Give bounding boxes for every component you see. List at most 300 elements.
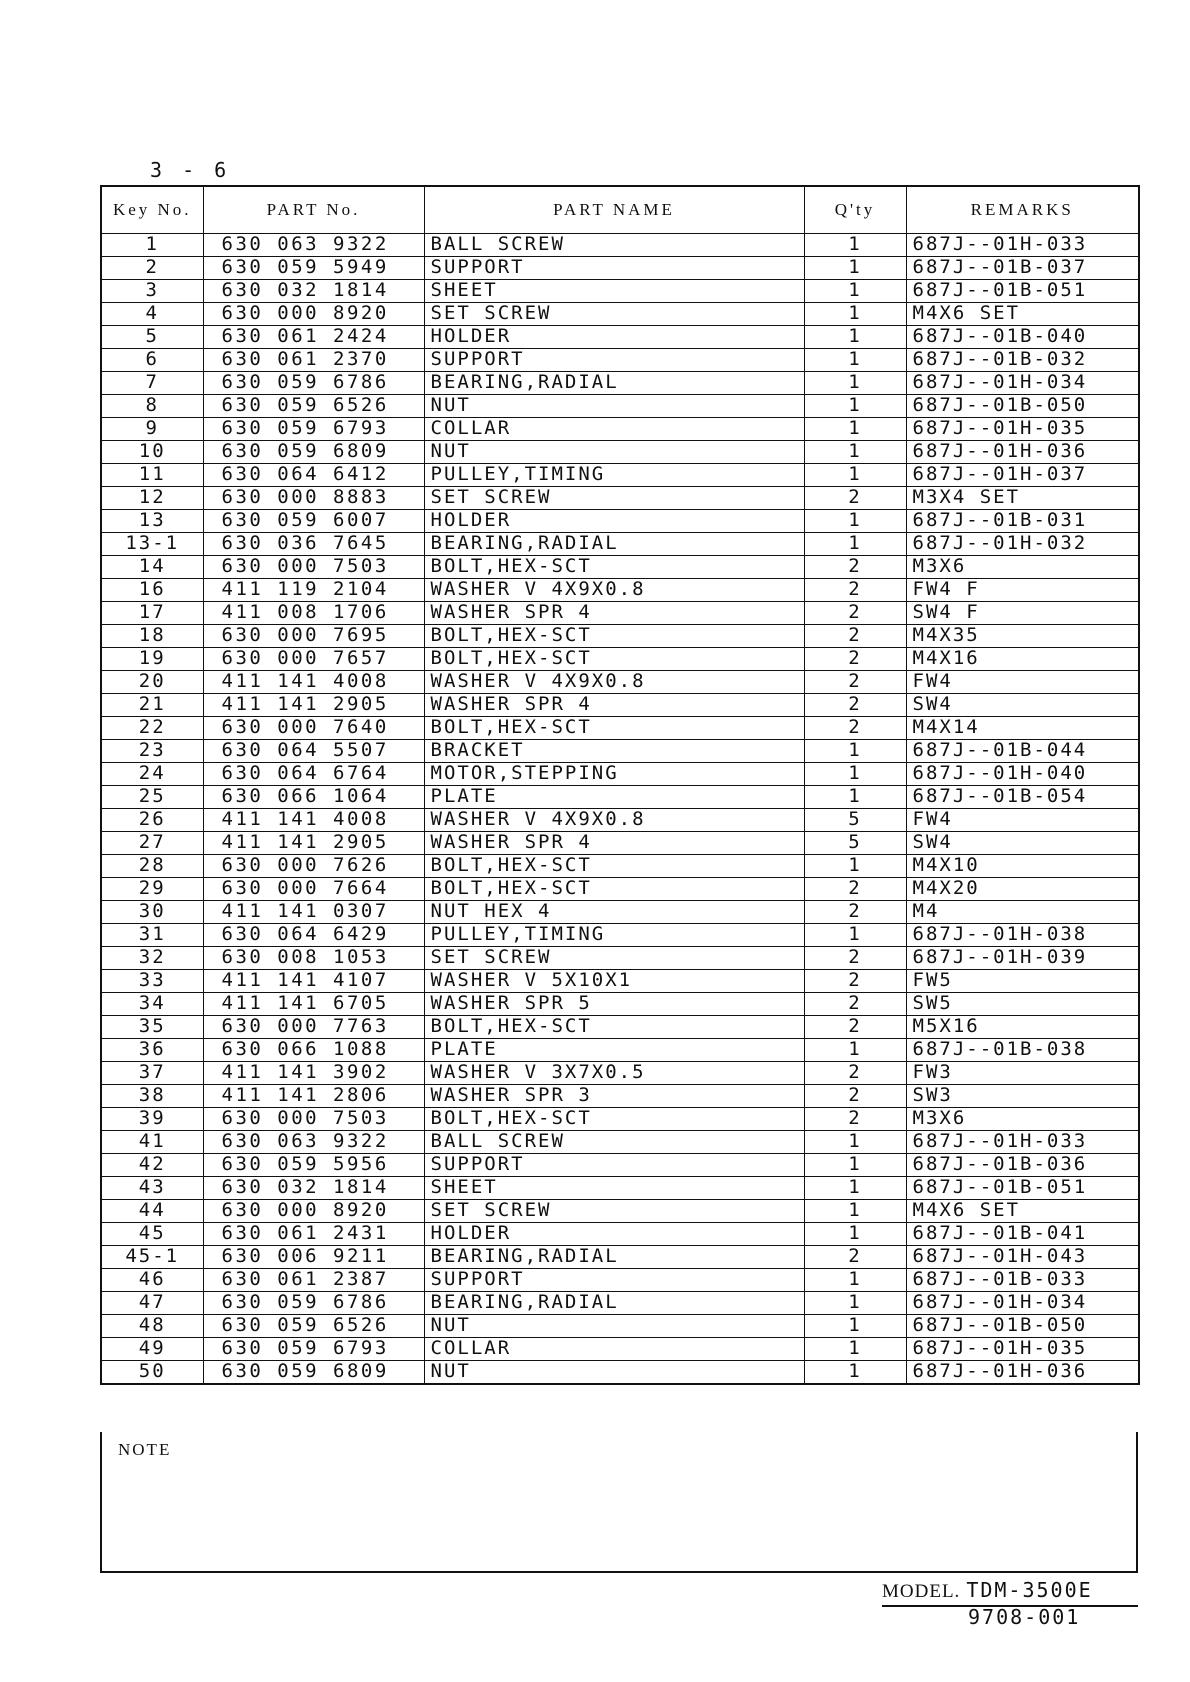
remarks-cell: FW4 F <box>906 579 1139 602</box>
key-no-cell: 27 <box>101 832 203 855</box>
qty-cell: 1 <box>804 303 906 326</box>
remarks-cell: SW4 <box>906 694 1139 717</box>
qty-cell: 1 <box>804 1131 906 1154</box>
key-no-cell: 45 <box>101 1223 203 1246</box>
remarks-cell: 687J--01B-037 <box>906 257 1139 280</box>
table-row <box>101 855 1139 878</box>
part-name-cell: SUPPORT <box>424 349 804 372</box>
part-name-cell: BALL SCREW <box>424 1131 804 1154</box>
part-no-cell: 411 141 2905 <box>203 832 424 855</box>
table-row <box>101 832 1139 855</box>
remarks-cell: 687J--01B-032 <box>906 349 1139 372</box>
remarks-cell: 687J--01H-032 <box>906 533 1139 556</box>
key-no-cell: 7 <box>101 372 203 395</box>
key-no-cell: 31 <box>101 924 203 947</box>
remarks-cell: 687J--01B-050 <box>906 1315 1139 1338</box>
remarks-cell: 687J--01B-033 <box>906 1269 1139 1292</box>
key-no-cell: 4 <box>101 303 203 326</box>
remarks-cell: 687J--01H-038 <box>906 924 1139 947</box>
part-no-cell: 630 059 6809 <box>203 441 424 464</box>
part-name-cell: WASHER V 4X9X0.8 <box>424 809 804 832</box>
key-no-cell: 9 <box>101 418 203 441</box>
part-no-cell: 411 141 4008 <box>203 809 424 832</box>
key-no-cell: 6 <box>101 349 203 372</box>
table-row <box>101 257 1139 280</box>
table-row <box>101 1085 1139 1108</box>
table-row <box>101 947 1139 970</box>
qty-cell: 1 <box>804 740 906 763</box>
part-name-cell: NUT <box>424 1361 804 1385</box>
key-no-cell: 18 <box>101 625 203 648</box>
remarks-cell: 687J--01B-036 <box>906 1154 1139 1177</box>
part-no-cell: 630 032 1814 <box>203 1177 424 1200</box>
table-row <box>101 740 1139 763</box>
key-no-cell: 44 <box>101 1200 203 1223</box>
remarks-cell: M4X6 SET <box>906 1200 1139 1223</box>
part-no-cell: 630 061 2387 <box>203 1269 424 1292</box>
part-no-cell: 630 000 7503 <box>203 1108 424 1131</box>
header-part-name: PART NAME <box>424 186 804 234</box>
key-no-cell: 26 <box>101 809 203 832</box>
remarks-cell: 687J--01H-036 <box>906 441 1139 464</box>
part-name-cell: SET SCREW <box>424 303 804 326</box>
qty-cell: 2 <box>804 671 906 694</box>
part-name-cell: SUPPORT <box>424 257 804 280</box>
part-no-cell: 630 061 2424 <box>203 326 424 349</box>
table-row <box>101 487 1139 510</box>
part-name-cell: BEARING,RADIAL <box>424 1246 804 1269</box>
part-no-cell: 630 059 6786 <box>203 372 424 395</box>
part-name-cell: COLLAR <box>424 418 804 441</box>
part-no-cell: 411 141 0307 <box>203 901 424 924</box>
qty-cell: 5 <box>804 809 906 832</box>
part-name-cell: BEARING,RADIAL <box>424 372 804 395</box>
qty-cell: 1 <box>804 1361 906 1385</box>
part-no-cell: 411 141 2806 <box>203 1085 424 1108</box>
part-no-cell: 630 066 1088 <box>203 1039 424 1062</box>
part-name-cell: WASHER V 5X10X1 <box>424 970 804 993</box>
qty-cell: 1 <box>804 533 906 556</box>
key-no-cell: 19 <box>101 648 203 671</box>
key-no-cell: 2 <box>101 257 203 280</box>
part-name-cell: PLATE <box>424 1039 804 1062</box>
table-row <box>101 579 1139 602</box>
key-no-cell: 10 <box>101 441 203 464</box>
key-no-cell: 14 <box>101 556 203 579</box>
table-row <box>101 1292 1139 1315</box>
remarks-cell: 687J--01H-034 <box>906 1292 1139 1315</box>
table-row <box>101 464 1139 487</box>
header-remarks: REMARKS <box>906 186 1139 234</box>
part-no-cell: 630 059 6809 <box>203 1361 424 1385</box>
table-row <box>101 510 1139 533</box>
table-row <box>101 234 1139 257</box>
qty-cell: 2 <box>804 717 906 740</box>
qty-cell: 1 <box>804 1292 906 1315</box>
table-row <box>101 1246 1139 1269</box>
part-name-cell: BOLT,HEX-SCT <box>424 1016 804 1039</box>
remarks-cell: 687J--01H-043 <box>906 1246 1139 1269</box>
remarks-cell: SW4 <box>906 832 1139 855</box>
part-no-cell: 630 000 8920 <box>203 1200 424 1223</box>
table-row <box>101 901 1139 924</box>
part-name-cell: SUPPORT <box>424 1154 804 1177</box>
key-no-cell: 32 <box>101 947 203 970</box>
qty-cell: 1 <box>804 1338 906 1361</box>
part-name-cell: SET SCREW <box>424 1200 804 1223</box>
part-name-cell: HOLDER <box>424 510 804 533</box>
part-no-cell: 411 141 4107 <box>203 970 424 993</box>
qty-cell: 2 <box>804 648 906 671</box>
qty-cell: 2 <box>804 901 906 924</box>
table-row <box>101 809 1139 832</box>
qty-cell: 1 <box>804 326 906 349</box>
revision-code: 9708-001 <box>968 1605 1081 1629</box>
key-no-cell: 45-1 <box>101 1246 203 1269</box>
page-number: 3 - 6 <box>150 158 231 182</box>
part-name-cell: BOLT,HEX-SCT <box>424 625 804 648</box>
part-no-cell: 630 059 6793 <box>203 418 424 441</box>
part-name-cell: NUT HEX 4 <box>424 901 804 924</box>
header-qty: Q'ty <box>804 186 906 234</box>
key-no-cell: 39 <box>101 1108 203 1131</box>
qty-cell: 1 <box>804 234 906 257</box>
table-row <box>101 1062 1139 1085</box>
part-name-cell: NUT <box>424 395 804 418</box>
part-name-cell: BOLT,HEX-SCT <box>424 1108 804 1131</box>
part-name-cell: BOLT,HEX-SCT <box>424 717 804 740</box>
table-row <box>101 326 1139 349</box>
remarks-cell: M4X35 <box>906 625 1139 648</box>
remarks-cell: 687J--01B-054 <box>906 786 1139 809</box>
remarks-cell: 687J--01H-037 <box>906 464 1139 487</box>
model-line <box>882 1578 1138 1607</box>
part-no-cell: 630 008 1053 <box>203 947 424 970</box>
remarks-cell: FW3 <box>906 1062 1139 1085</box>
remarks-cell: 687J--01B-044 <box>906 740 1139 763</box>
part-no-cell: 411 141 6705 <box>203 993 424 1016</box>
key-no-cell: 17 <box>101 602 203 625</box>
key-no-cell: 21 <box>101 694 203 717</box>
key-no-cell: 38 <box>101 1085 203 1108</box>
key-no-cell: 22 <box>101 717 203 740</box>
key-no-cell: 13 <box>101 510 203 533</box>
table-row <box>101 1177 1139 1200</box>
remarks-cell: 687J--01B-050 <box>906 395 1139 418</box>
remarks-cell: 687J--01B-051 <box>906 280 1139 303</box>
qty-cell: 1 <box>804 464 906 487</box>
part-name-cell: SHEET <box>424 280 804 303</box>
part-no-cell: 630 006 9211 <box>203 1246 424 1269</box>
key-no-cell: 37 <box>101 1062 203 1085</box>
table-row <box>101 418 1139 441</box>
part-name-cell: WASHER V 4X9X0.8 <box>424 671 804 694</box>
part-name-cell: MOTOR,STEPPING <box>424 763 804 786</box>
remarks-cell: M4X20 <box>906 878 1139 901</box>
qty-cell: 1 <box>804 1039 906 1062</box>
part-no-cell: 630 000 7626 <box>203 855 424 878</box>
remarks-cell: M4 <box>906 901 1139 924</box>
table-row <box>101 372 1139 395</box>
table-row <box>101 1016 1139 1039</box>
table-row <box>101 763 1139 786</box>
key-no-cell: 29 <box>101 878 203 901</box>
qty-cell: 2 <box>804 694 906 717</box>
part-no-cell: 630 059 6526 <box>203 395 424 418</box>
part-no-cell: 630 000 7664 <box>203 878 424 901</box>
part-name-cell: SHEET <box>424 1177 804 1200</box>
part-name-cell: COLLAR <box>424 1338 804 1361</box>
remarks-cell: 687J--01H-036 <box>906 1361 1139 1385</box>
qty-cell: 2 <box>804 1062 906 1085</box>
key-no-cell: 34 <box>101 993 203 1016</box>
remarks-cell: 687J--01B-031 <box>906 510 1139 533</box>
part-name-cell: PULLEY,TIMING <box>424 464 804 487</box>
table-row <box>101 1154 1139 1177</box>
qty-cell: 2 <box>804 878 906 901</box>
key-no-cell: 43 <box>101 1177 203 1200</box>
table-row <box>101 1269 1139 1292</box>
qty-cell: 2 <box>804 487 906 510</box>
table-row <box>101 970 1139 993</box>
part-no-cell: 630 059 5949 <box>203 257 424 280</box>
qty-cell: 2 <box>804 625 906 648</box>
part-name-cell: HOLDER <box>424 1223 804 1246</box>
part-name-cell: PULLEY,TIMING <box>424 924 804 947</box>
qty-cell: 2 <box>804 1085 906 1108</box>
qty-cell: 1 <box>804 510 906 533</box>
qty-cell: 1 <box>804 1269 906 1292</box>
part-no-cell: 411 141 3902 <box>203 1062 424 1085</box>
part-no-cell: 630 063 9322 <box>203 1131 424 1154</box>
part-no-cell: 630 064 6764 <box>203 763 424 786</box>
key-no-cell: 1 <box>101 234 203 257</box>
remarks-cell: 687J--01H-035 <box>906 418 1139 441</box>
model-label: MODEL. <box>882 1581 961 1602</box>
key-no-cell: 28 <box>101 855 203 878</box>
part-no-cell: 630 000 8883 <box>203 487 424 510</box>
table-row <box>101 1200 1139 1223</box>
qty-cell: 1 <box>804 280 906 303</box>
key-no-cell: 25 <box>101 786 203 809</box>
table-row <box>101 602 1139 625</box>
remarks-cell: 687J--01H-033 <box>906 234 1139 257</box>
table-row <box>101 625 1139 648</box>
remarks-cell: 687J--01H-034 <box>906 372 1139 395</box>
table-row <box>101 694 1139 717</box>
qty-cell: 1 <box>804 1177 906 1200</box>
key-no-cell: 23 <box>101 740 203 763</box>
qty-cell: 2 <box>804 602 906 625</box>
key-no-cell: 20 <box>101 671 203 694</box>
part-name-cell: SUPPORT <box>424 1269 804 1292</box>
key-no-cell: 5 <box>101 326 203 349</box>
qty-cell: 1 <box>804 395 906 418</box>
table-row <box>101 441 1139 464</box>
part-no-cell: 630 000 7503 <box>203 556 424 579</box>
key-no-cell: 33 <box>101 970 203 993</box>
table-row <box>101 924 1139 947</box>
table-row <box>101 993 1139 1016</box>
table-row <box>101 786 1139 809</box>
remarks-cell: M4X10 <box>906 855 1139 878</box>
part-name-cell: BOLT,HEX-SCT <box>424 878 804 901</box>
remarks-cell: M4X6 SET <box>906 303 1139 326</box>
qty-cell: 2 <box>804 947 906 970</box>
part-no-cell: 630 063 9322 <box>203 234 424 257</box>
qty-cell: 1 <box>804 372 906 395</box>
table-row <box>101 878 1139 901</box>
key-no-cell: 48 <box>101 1315 203 1338</box>
remarks-cell: 687J--01B-051 <box>906 1177 1139 1200</box>
remarks-cell: M4X14 <box>906 717 1139 740</box>
table-row <box>101 349 1139 372</box>
part-name-cell: SET SCREW <box>424 487 804 510</box>
table-row <box>101 1315 1139 1338</box>
part-name-cell: WASHER SPR 4 <box>424 694 804 717</box>
part-no-cell: 411 141 4008 <box>203 671 424 694</box>
key-no-cell: 8 <box>101 395 203 418</box>
remarks-cell: M4X16 <box>906 648 1139 671</box>
qty-cell: 1 <box>804 257 906 280</box>
key-no-cell: 42 <box>101 1154 203 1177</box>
part-no-cell: 630 000 7640 <box>203 717 424 740</box>
table-row <box>101 280 1139 303</box>
remarks-cell: M3X6 <box>906 556 1139 579</box>
remarks-cell: SW3 <box>906 1085 1139 1108</box>
part-name-cell: BEARING,RADIAL <box>424 1292 804 1315</box>
part-name-cell: BOLT,HEX-SCT <box>424 855 804 878</box>
table-row <box>101 533 1139 556</box>
key-no-cell: 12 <box>101 487 203 510</box>
qty-cell: 2 <box>804 579 906 602</box>
part-no-cell: 630 000 8920 <box>203 303 424 326</box>
key-no-cell: 36 <box>101 1039 203 1062</box>
qty-cell: 2 <box>804 993 906 1016</box>
part-no-cell: 630 036 7645 <box>203 533 424 556</box>
part-no-cell: 630 064 5507 <box>203 740 424 763</box>
table-row <box>101 556 1139 579</box>
remarks-cell: 687J--01B-038 <box>906 1039 1139 1062</box>
table-row <box>101 1223 1139 1246</box>
part-name-cell: BEARING,RADIAL <box>424 533 804 556</box>
table-row <box>101 671 1139 694</box>
qty-cell: 1 <box>804 786 906 809</box>
key-no-cell: 30 <box>101 901 203 924</box>
header-key-no: Key No. <box>101 186 203 234</box>
qty-cell: 1 <box>804 1154 906 1177</box>
part-no-cell: 630 061 2431 <box>203 1223 424 1246</box>
remarks-cell: M5X16 <box>906 1016 1139 1039</box>
note-label: NOTE <box>118 1440 172 1459</box>
part-name-cell: BRACKET <box>424 740 804 763</box>
model-value: TDM-3500E <box>966 1578 1093 1602</box>
part-name-cell: BOLT,HEX-SCT <box>424 648 804 671</box>
part-no-cell: 411 008 1706 <box>203 602 424 625</box>
part-name-cell: SET SCREW <box>424 947 804 970</box>
table-row <box>101 1108 1139 1131</box>
part-name-cell: WASHER SPR 5 <box>424 993 804 1016</box>
part-name-cell: NUT <box>424 1315 804 1338</box>
part-name-cell: BALL SCREW <box>424 234 804 257</box>
key-no-cell: 47 <box>101 1292 203 1315</box>
table-row <box>101 1131 1139 1154</box>
table-row <box>101 395 1139 418</box>
remarks-cell: FW4 <box>906 671 1139 694</box>
part-name-cell: HOLDER <box>424 326 804 349</box>
parts-table <box>100 185 1140 1385</box>
remarks-cell: FW4 <box>906 809 1139 832</box>
remarks-cell: FW5 <box>906 970 1139 993</box>
remarks-cell: 687J--01H-035 <box>906 1338 1139 1361</box>
qty-cell: 1 <box>804 349 906 372</box>
table-row <box>101 303 1139 326</box>
qty-cell: 2 <box>804 970 906 993</box>
remarks-cell: 687J--01B-040 <box>906 326 1139 349</box>
remarks-cell: SW4 F <box>906 602 1139 625</box>
table-row <box>101 1039 1139 1062</box>
qty-cell: 1 <box>804 763 906 786</box>
part-name-cell: WASHER SPR 4 <box>424 602 804 625</box>
qty-cell: 1 <box>804 1315 906 1338</box>
key-no-cell: 46 <box>101 1269 203 1292</box>
qty-cell: 5 <box>804 832 906 855</box>
part-no-cell: 630 064 6412 <box>203 464 424 487</box>
qty-cell: 1 <box>804 855 906 878</box>
qty-cell: 1 <box>804 441 906 464</box>
part-no-cell: 630 059 6526 <box>203 1315 424 1338</box>
qty-cell: 2 <box>804 1016 906 1039</box>
part-no-cell: 630 066 1064 <box>203 786 424 809</box>
part-no-cell: 411 119 2104 <box>203 579 424 602</box>
key-no-cell: 50 <box>101 1361 203 1385</box>
remarks-cell: M3X6 <box>906 1108 1139 1131</box>
part-name-cell: PLATE <box>424 786 804 809</box>
part-no-cell: 630 061 2370 <box>203 349 424 372</box>
table-row <box>101 1338 1139 1361</box>
key-no-cell: 41 <box>101 1131 203 1154</box>
qty-cell: 1 <box>804 924 906 947</box>
part-no-cell: 630 059 5956 <box>203 1154 424 1177</box>
key-no-cell: 11 <box>101 464 203 487</box>
remarks-cell: SW5 <box>906 993 1139 1016</box>
part-name-cell: WASHER V 3X7X0.5 <box>424 1062 804 1085</box>
qty-cell: 2 <box>804 1246 906 1269</box>
part-name-cell: NUT <box>424 441 804 464</box>
remarks-cell: 687J--01B-041 <box>906 1223 1139 1246</box>
qty-cell: 2 <box>804 556 906 579</box>
key-no-cell: 13-1 <box>101 533 203 556</box>
part-no-cell: 630 059 6786 <box>203 1292 424 1315</box>
part-no-cell: 630 000 7657 <box>203 648 424 671</box>
part-name-cell: WASHER SPR 3 <box>424 1085 804 1108</box>
remarks-cell: 687J--01H-033 <box>906 1131 1139 1154</box>
table-header-row <box>101 186 1139 234</box>
qty-cell: 1 <box>804 1223 906 1246</box>
part-no-cell: 630 059 6793 <box>203 1338 424 1361</box>
part-no-cell: 630 059 6007 <box>203 510 424 533</box>
key-no-cell: 49 <box>101 1338 203 1361</box>
part-no-cell: 630 064 6429 <box>203 924 424 947</box>
remarks-cell: 687J--01H-039 <box>906 947 1139 970</box>
remarks-cell: 687J--01H-040 <box>906 763 1139 786</box>
key-no-cell: 3 <box>101 280 203 303</box>
key-no-cell: 16 <box>101 579 203 602</box>
key-no-cell: 24 <box>101 763 203 786</box>
table-row <box>101 717 1139 740</box>
header-part-no: PART No. <box>203 186 424 234</box>
table-row <box>101 1361 1139 1385</box>
